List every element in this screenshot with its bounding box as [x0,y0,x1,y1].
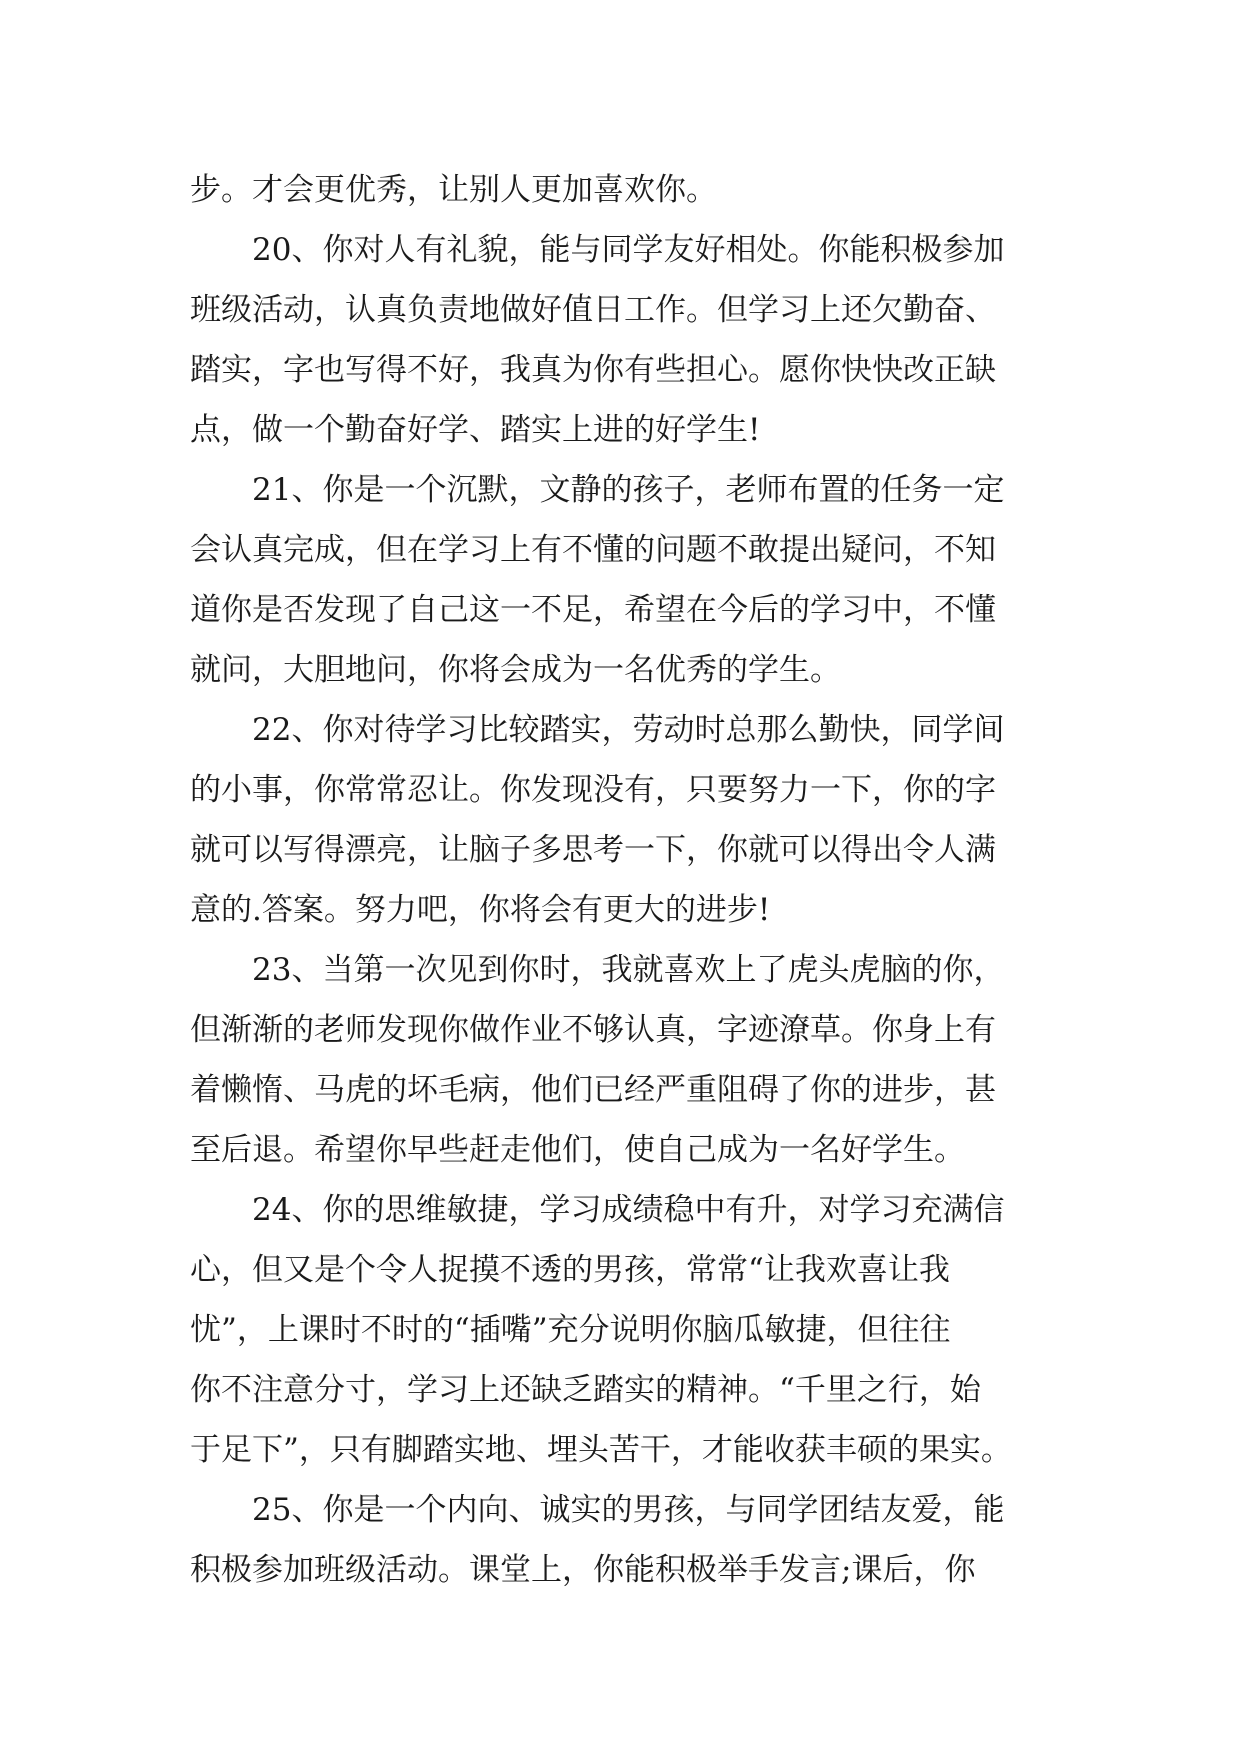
text-line: 班级活动，认真负责地做好值日工作。但学习上还欠勤奋、 [190,292,996,328]
text-line: 就可以写得漂亮，让脑子多思考一下，你就可以得出令人满 [190,832,996,868]
text-line: 会认真完成，但在学习上有不懂的问题不敢提出疑问，不知 [190,532,996,568]
text-line: 心，但又是个令人捉摸不透的男孩，常常“让我欢喜让我 [190,1252,950,1288]
text-line: 步。才会更优秀，让别人更加喜欢你。 [190,172,717,208]
text-line: 点，做一个勤奋好学、踏实上进的好学生! [190,412,761,448]
text-line: 20、你对人有礼貌，能与同学友好相处。你能积极参加 [252,232,1005,268]
text-line: 于足下”，只有脚踏实地、埋头苦干，才能收获丰硕的果实。 [190,1432,1012,1468]
text-line: 着懒惰、马虎的坏毛病，他们已经严重阻碍了你的进步，甚 [190,1072,996,1108]
text-line: 24、你的思维敏捷，学习成绩稳中有升，对学习充满信 [252,1192,1005,1228]
text-line: 忧”，上课时不时的“插嘴”充分说明你脑瓜敏捷，但往往 [190,1312,951,1348]
text-line: 22、你对待学习比较踏实，劳动时总那么勤快，同学间 [252,712,1005,748]
text-line: 23、当第一次见到你时，我就喜欢上了虎头虎脑的你， [252,952,1005,988]
text-line: 积极参加班级活动。课堂上，你能积极举手发言;课后，你 [190,1552,976,1588]
text-line: 至后退。希望你早些赶走他们，使自己成为一名好学生。 [190,1132,965,1168]
text-line: 的小事，你常常忍让。你发现没有，只要努力一下，你的字 [190,772,996,808]
text-line: 就问，大胆地问，你将会成为一名优秀的学生。 [190,652,841,688]
text-line: 25、你是一个内向、诚实的男孩，与同学团结友爱，能 [252,1492,1005,1528]
text-line: 意的.答案。努力吧，你将会有更大的进步! [190,892,771,928]
text-line: 21、你是一个沉默，文静的孩子，老师布置的任务一定 [252,472,1005,508]
text-line: 道你是否发现了自己这一不足，希望在今后的学习中，不懂 [190,592,996,628]
document-body [190,160,1070,1600]
text-line: 踏实，字也写得不好，我真为你有些担心。愿你快快改正缺 [190,352,996,388]
text-line: 但渐渐的老师发现你做作业不够认真，字迹潦草。你身上有 [190,1012,996,1048]
text-line: 你不注意分寸，学习上还缺乏踏实的精神。“千里之行，始 [190,1372,981,1408]
